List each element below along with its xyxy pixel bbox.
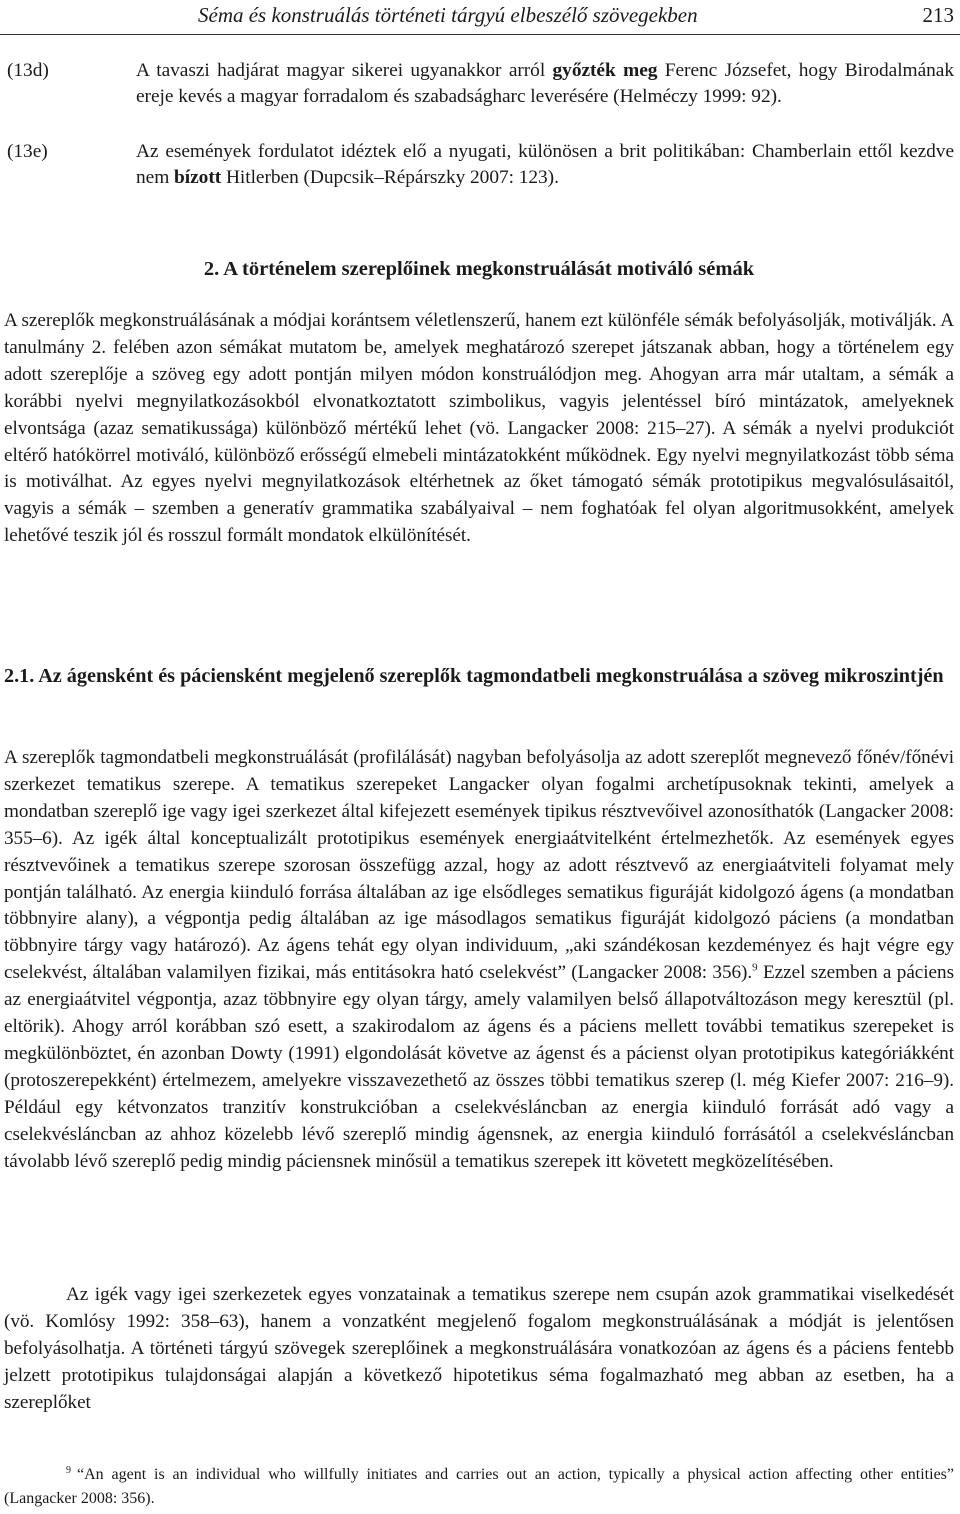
footnote-reference: 9 <box>752 961 758 974</box>
example-label: (13e) <box>7 141 48 162</box>
example-bold-verb: győzték meg <box>552 60 658 81</box>
example-text-pre: A tavaszi hadjárat magyar sikerei ugyanakkor arról <box>136 60 553 81</box>
section-2-heading: 2. A történelem szereplőinek megkonstruálását motiváló sémák <box>203 258 755 280</box>
running-title: Séma és konstruálás történeti tárgyú elbeszélő szövegekben <box>198 3 698 27</box>
footnote <box>4 1463 954 1511</box>
section-2-1-paragraph-1 <box>4 745 954 1176</box>
page-number: 213 <box>922 3 954 27</box>
example-bold-verb: bízott <box>174 167 222 188</box>
section-2-1-heading: 2.1. Az ágensként és páciensként megjelenő szereplők tagmondatbeli megkonstruálása a szöveg mikroszintjén <box>4 665 944 687</box>
paragraph-text: Ezzel szemben a páciens az energiaátvitel végpontja, azaz többnyire egy olyan tárgy, amely valamilyen belső állapotváltozáson megy keresztül (pl. eltörik). Ahogy arról korábban szó esett, a szakirodalom az ágens és a páciens mellett további tematikus szerepeket is megkülönböztet, én azonban Dowty (1991) elgondolását követve az ágenst és a pácienst olyan prototipikus kategóriákként (protoszerepekként) értelmezem, amelyekre visszavezethető az összes többi tematikus szerep (l. még Kiefer 2007: 216–9). Például egy kétvonzatos tranzitív konstrukcióban a cselekvésláncban az energia kiinduló forrását adó vagy a cselekvésláncban az ahhoz közelebb lévő szereplő mindig ágensnek, az energia kiinduló forrásától a cselekvésláncban távolabb lévő szereplő pedig mindig páciensnek minősül a tematikus szerepek itt követett megközelítésében. <box>4 962 954 1172</box>
example-text-post: Hitlerben (Dupcsik–Répárszky 2007: 123). <box>221 167 559 188</box>
example-13e <box>4 139 954 191</box>
running-header <box>0 0 960 35</box>
footnote-text: “An agent is an individual who willfully initiates and carries out an action, typically a physical action affecting other entities” (Langacker 2008: 356). <box>4 1466 954 1507</box>
example-13d <box>4 58 954 110</box>
example-label: (13d) <box>7 60 49 81</box>
footnote-number: 9 <box>66 1464 71 1476</box>
paragraph-text: A szereplők tagmondatbeli megkonstruálását (profilálását) nagyban befolyásolja az adott szereplőt megnevező főnév/főnévi szerkezet tematikus szerepe. A tematikus szerepeket Langacker olyan fogalmi archetípusoknak tekinti, amelyek a mondatban szereplő ige vagy igei szerkezet által kifejezett események tipikus résztvevőivel azonosíthatók (Langacker 2008: 355–6). Az igék által konceptualizált prototipikus események energiaátvitelként értelmezhetők. Az események egyes résztvevőinek a tematikus szerepe szorosan összefügg azzal, hogy az adott résztvevő az energiaátviteli folyamat mely pontján található. Az energia kiinduló forrása általában az ige elsődleges sematikus figuráját kidolgozó ágens (a mondatban többnyire alany), a végpontja pedig általában az ige másodlagos sematikus figuráját kidolgozó páciens (a mondatban többnyire tárgy vagy határozó). Az ágens tehát egy olyan individuum, „aki szándékosan kezdeményez és hajt végre egy cselekvést, általában valamilyen fizikai, más entitásokra ható cselekvést” (Langacker 2008: 356). <box>4 747 954 984</box>
section-2-1-paragraph-2: Az igék vagy igei szerkezetek egyes vonzatainak a tematikus szerepe nem csupán azok grammatikai viselkedését (vö. Komlósy 1992: 358–63), hanem a vonzatként megjelenő fogalom megkonstruálásának a módját is jelentősen befolyásolhatja. A történeti tárgyú szövegek szereplőinek a megkonstruálására vonatkozóan az ágens és a páciens fentebb jelzett prototipikus tulajdonságai alapján a következő hipotetikus séma fogalmazható meg abban az esetben, ha a szereplőket <box>4 1284 954 1413</box>
example-text-post: Ferenc Józsefet, hogy Birodalmának ereje kevés a magyar forradalom és szabadságharc leverésére (Helméczy 1999: 92). <box>136 60 954 107</box>
example-text-pre: Az események fordulatot idéztek elő a nyugati, különösen a brit politikában: Chamberlain ettől kezdve nem <box>136 141 954 188</box>
section-2-paragraph: A szereplők megkonstruálásának a módjai korántsem véletlenszerű, hanem ezt különféle sémák befolyásolják, motiválják. A tanulmány 2. felében azon sémákat mutatom be, amelyek meghatározó szerepet játszanak abban, hogy a történelem egy adott szereplője a szöveg egy adott pontján milyen módon konstruálódjon meg. Ahogyan arra már utaltam, a sémák a korábbi nyelvi megnyilatkozásokból elvonatkoztatott szimbolikus, vagyis jelentéssel bíró mintázatok, amelyeknek elvontsága (azaz sematikussága) különböző mértékű lehet (vö. Langacker 2008: 215–27). A sémák a nyelvi produkciót eltérő hatókörrel motiváló, különböző erősségű elmebeli mintázatokként működnek. Egy nyelvi megnyilatkozást több séma is motiválhat. Az egyes nyelvi megnyilatkozások eltérhetnek az őket támogató sémák prototipikus megvalósulásaitól, vagyis a sémák – szemben a generatív grammatika szabályaival – nem foghatóak fel olyan algoritmusokként, amelyek lehetővé teszik jól és rosszul formált mondatok elkülönítését. <box>4 310 954 547</box>
